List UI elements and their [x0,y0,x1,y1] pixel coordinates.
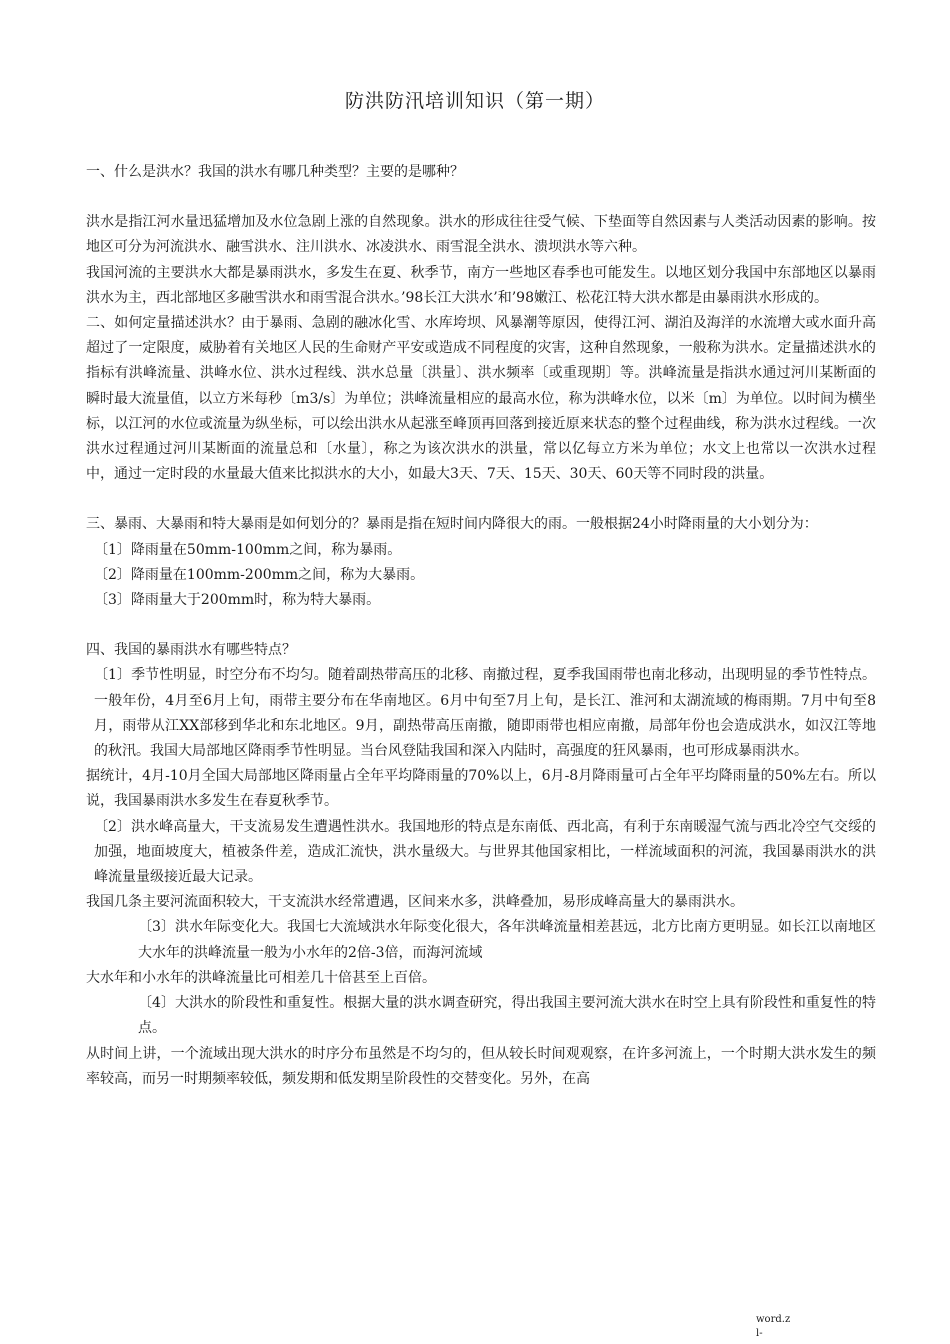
section-heading-4: 四、我国的暴雨洪水有哪些特点？ [86,642,296,659]
paragraph: 洪水是指江河水量迅猛增加及水位急剧上涨的自然现象。洪水的形成往往受气候、下垫面等自然因素与人类活动因素的影响。按地区可分为河流洪水、融雪洪水、注川洪水、冰凌洪水、雨雪混全洪水、溃坝洪水等六种。 [86,214,876,256]
section-heading-1: 一、什么是洪水？我国的洪水有哪几种类型？主要的是哪种？ [86,164,464,180]
paragraph: 三、暴雨、大暴雨和特大暴雨是如何划分的？暴雨是指在短时间内降很大的雨。一般根据24小时降雨量的大小划分为： [86,516,818,533]
page-title: 防洪防汛培训知识（第一期） [344,90,605,112]
paragraph: 〔4〕大洪水的阶段性和重复性。根据大量的洪水调查研究，得出我国主要河流大洪水在时空上具有阶段性和重复性的特点。 [138,995,876,1037]
list-item: 〔2〕降雨量在100mm-200mm之间，称为大暴雨。 [94,566,425,583]
paragraph: 从时间上讲，一个流域出现大洪水的时序分布虽然是不均匀的，但从较长时间观观察，在许多河流上，一个时期大洪水发生的频率较高，而另一时期频率较低，频发期和低发期呈阶段性的交替变化。另外，在高 [86,1045,876,1087]
paragraph: 大水年和小水年的洪峰流量比可相差几十倍甚至上百倍。 [86,969,436,986]
page-footer [756,1313,790,1341]
paragraph: 〔2〕洪水峰高量大，干支流易发生遭遇性洪水。我国地形的特点是东南低、西北高，有利于东南暖湿气流与西北冷空气交绥的加强，地面坡度大，植被条件差，造成汇流快，洪水量级大。与世界其他国家相比，一样流域面积的河流，我国暴雨洪水的洪峰流量量级接近最大记录。 [94,818,876,886]
list-item: 〔3〕降雨量大于200mm时，称为特大暴雨。 [94,592,381,609]
paragraph: 我国几条主要河流面积较大，干支流洪水经常遭遇，区间来水多，洪峰叠加，易形成峰高量大的暴雨洪水。 [86,894,744,911]
paragraph: 据统计，4月-10月全国大局部地区降雨量占全年平均降雨量的70%以上，6月-8月降雨量可占全年平均降雨量的50%左右。所以说，我国暴雨洪水多发生在春夏秋季节。 [86,768,876,810]
paragraph: 二、如何定量描述洪水？由于暴雨、急剧的融冰化雪、水库垮坝、风暴潮等原因，使得江河、湖泊及海洋的水流增大或水面升高超过了一定限度，威胁着有关地区人民的生命财产平安或造成不同程度的灾害，这种自然现象，一般称为洪水。定量描述洪水的指标有洪峰流量、洪峰水位、洪水过程线、洪水总量〔洪量〕、洪水频率〔或重现期〕等。洪峰流量是指洪水通过河川某断面的瞬时最大流量值，以立方米每秒〔m3/s〕为单位；洪峰流量相应的最高水位，称为洪峰水位，以米〔m〕为单位。以时间为横坐标，以江河的水位或流量为纵坐标，可以绘出洪水从起涨至峰顶再回落到接近原来状态的整个过程曲线，称为洪水过程线。一次洪水过程通过河川某断面的流量总和〔水量〕，称之为该次洪水的洪量，常以亿每立方米为单位；水文上也常以一次洪水过程中，通过一定时段的水量最大值来比拟洪水的大小，如最大3天、7天、15天、30天、60天等不同时段的洪量。 [86,315,876,483]
paragraph: 〔1〕季节性明显，时空分布不均匀。随着副热带高压的北移、南撤过程，夏季我国雨带也南北移动，出现明显的季节性特点。一般年份，4月至6月上旬，雨带主要分布在华南地区。6月中旬至7月上旬，是长江、淮河和太湖流域的梅雨期。7月中旬至8月，雨带从江XX部移到华北和东北地区。9月，副热带高压南撤，随即雨带也相应南撤，局部年份也会造成洪水，如汉江等地的秋汛。我国大局部地区降雨季节性明显。当台风登陆我国和深入内陆时，高强度的狂风暴雨，也可形成暴雨洪水。 [94,667,876,760]
footer-line: l- [756,1328,763,1339]
paragraph: 〔3〕洪水年际变化大。我国七大流域洪水年际变化很大，各年洪峰流量相差甚远，北方比南方更明显。如长江以南地区大水年的洪峰流量一般为小水年的2倍-3倍，而海河流域 [138,919,876,961]
paragraph: 我国河流的主要洪水大都是暴雨洪水，多发生在夏、秋季节，南方一些地区春季也可能发生。以地区划分我国中东部地区以暴雨洪水为主，西北部地区多融雪洪水和雨雪混合洪水。’98长江大洪水’和’98嫩江、松花江特大洪水都是由暴雨洪水形成的。 [86,264,876,306]
footer-line: word.z [756,1314,791,1325]
document-body [86,160,876,1092]
list-item: 〔1〕降雨量在50mm-100mm之间，称为暴雨。 [94,541,402,558]
